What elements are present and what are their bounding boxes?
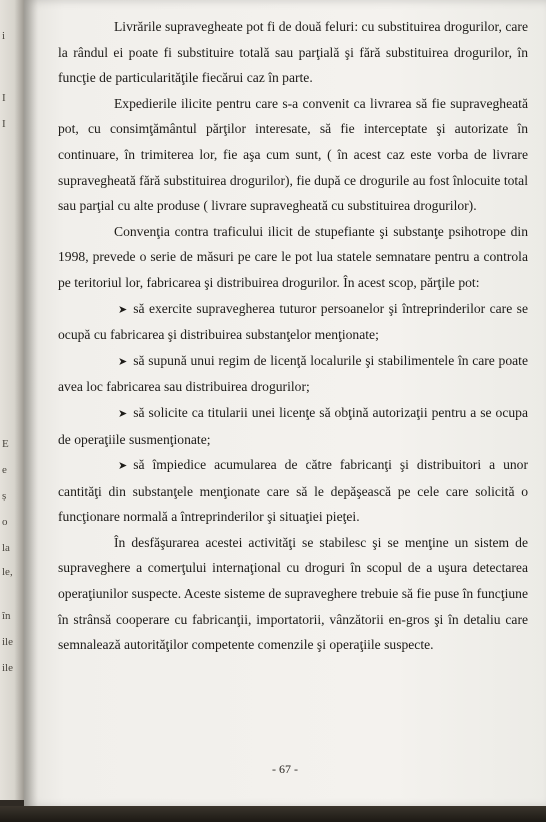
bullet-item: [58, 452, 528, 530]
paragraph: În desfăşurarea acestei activităţi se stabilesc şi se menţine un sistem de supraveghere a comerţului internaţional cu droguri în scopul de a uşura detectarea operaţiunilor suspecte. Aceste sisteme de supraveghere trebuie să fie puse în funcţiune în strânsă cooperare cu fabricanţii, importatorii, vânzătorii en-gros şi în detaliu care semnalează autorităţilor competente comenzile şi operaţiile suspecte.: [58, 534, 528, 653]
margin-fragment: i: [2, 30, 6, 42]
bullet-item: [58, 400, 528, 452]
margin-fragment: ș: [2, 490, 7, 502]
margin-fragment: I: [2, 118, 6, 130]
margin-fragment: o: [2, 516, 8, 528]
body-text: [58, 14, 528, 658]
margin-fragment: I: [2, 92, 6, 104]
paragraph: Expedierile ilicite pentru care s-a convenit ca livrarea să fie supravegheată pot, cu consimţământul părţilor interesate, să fie interceptate şi autorizate în continuare, în trimiterea lor, fie aşa cum sunt, ( în acest caz este vorba de livrare supravegheată fără substituirea drogurilor), fie după ce drogurile au fost înlocuite total sau parţial cu alte produse ( livrare supravegheată cu substituirea drogurilor).: [58, 95, 528, 214]
margin-fragment: în: [2, 610, 11, 622]
document-page: [24, 0, 546, 808]
paragraph: Convenţia contra traficului ilicit de stupefiante şi substanţe psihotrope din 1998, prevede o serie de măsuri pe care le pot lua statele semnatare pentru a controla pe teritoriul lor, fabricarea şi distribuirea drogurilor. În acest scop, părţile pot:: [58, 223, 528, 290]
bullet-text: să împiedice acumularea de către fabricanţi şi distribuitori a unor cantităţi din substanţele menţionate care să le depăşească pe cele care solicită o funcţionare normală a întreprinderilor şi situaţiei pieţei.: [58, 457, 528, 525]
bullet-text: să solicite ca titularii unei licenţe să obţină autorizaţii pentru a se ocupa de operaţiile susmenţionate;: [58, 404, 528, 447]
margin-fragment: ile: [2, 662, 13, 674]
margin-fragment: e: [2, 464, 7, 476]
paragraph: Livrările supravegheate pot fi de două feluri: cu substituirea drogurilor, care la rândul ei poate fi substituire totală sau parţială şi fără substituirea drogurilor, în funcţie de particularităţile fiecărui caz în parte.: [58, 19, 528, 86]
bullet-text: să supună unui regim de licenţă localurile şi stabilimentele în care poate avea loc fabricarea sau distribuirea drogurilor;: [58, 352, 528, 395]
margin-fragment: le,: [2, 566, 13, 578]
bottom-shadow: [0, 806, 546, 822]
bullet-text: să exercite supravegherea tuturor persoanelor şi întreprinderilor care se ocupă cu fabricarea şi distribuirea substanţelor menţionate;: [58, 300, 528, 343]
arrow-bullet-icon: ➤: [118, 406, 128, 420]
margin-fragment: ile: [2, 636, 13, 648]
margin-fragment: la: [2, 542, 10, 554]
bullet-item: [58, 348, 528, 400]
arrow-bullet-icon: ➤: [118, 459, 128, 473]
arrow-bullet-icon: ➤: [118, 354, 128, 368]
previous-page-edge: [0, 0, 24, 800]
margin-fragment: E: [2, 438, 9, 450]
page-number: - 67 -: [272, 762, 298, 776]
arrow-bullet-icon: ➤: [118, 302, 128, 316]
bullet-item: [58, 296, 528, 348]
